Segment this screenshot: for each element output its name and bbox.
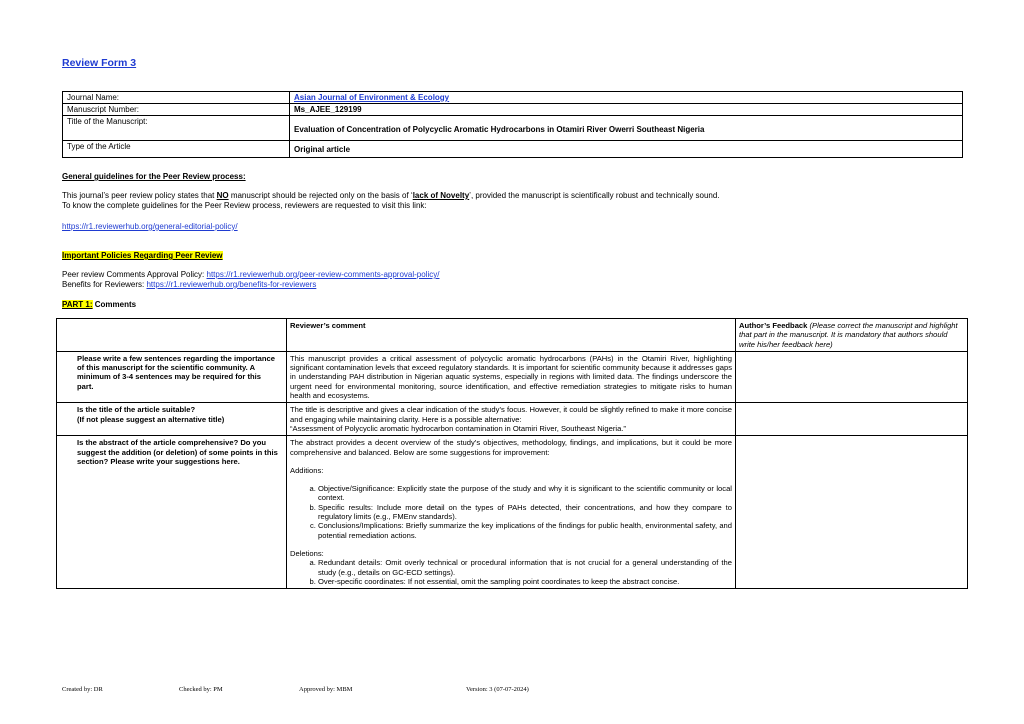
info-label: Title of the Manuscript: xyxy=(63,116,290,141)
approval-policy-link[interactable]: https://r1.reviewerhub.org/peer-review-comments-approval-policy/ xyxy=(206,270,440,279)
text-span: ’, provided the manuscript is scientifically robust and technically sound. xyxy=(469,191,720,200)
guidelines-paragraph-1 xyxy=(62,191,720,200)
list-item: b. Specific results: Include more detail on the types of PAHs detected, their concentrations, and how they compare to regulatory limits (e.g., FMEnv standards). xyxy=(318,503,732,522)
footer-version: Version: 3 (07-07-2024) xyxy=(466,686,529,693)
approval-policy-label: Peer review Comments Approval Policy: xyxy=(62,270,207,279)
info-label: Type of the Article xyxy=(63,141,290,158)
list-item: a. Objective/Significance: Explicitly state the purpose of the study and why it is significant to the scientific community or local context. xyxy=(318,484,732,503)
text-span: This journal’s peer review policy states that xyxy=(62,191,217,200)
info-row-article-type xyxy=(63,141,963,158)
comments-header-row xyxy=(57,319,968,352)
form-title-link[interactable]: Review Form 3 xyxy=(62,57,137,69)
additions-label: Additions: xyxy=(290,465,324,475)
reviewer-comment-title xyxy=(287,403,736,436)
author-feedback-cell[interactable] xyxy=(736,351,968,402)
question-title xyxy=(57,403,287,436)
header-author-italic: (Please correct the manuscript and highlight that part in the manuscript. It is mandatory that authors should write his/her feedback here) xyxy=(739,321,958,349)
info-value: Original article xyxy=(290,141,963,158)
approval-policy-line xyxy=(62,270,439,279)
list-item: a. Redundant details: Omit overly technical or procedural information that is not crucial for a general understanding of the study (e.g., details on GC-ECD settings). xyxy=(318,558,732,577)
comment-line: “Assessment of Polycyclic aromatic hydrocarbon contamination in Otamiri River, Southeast Nigeria.” xyxy=(290,423,626,433)
info-value xyxy=(290,92,963,104)
emphasis-no: NO xyxy=(216,191,229,200)
comments-table xyxy=(56,318,968,589)
author-feedback-cell[interactable] xyxy=(736,403,968,436)
reviewer-comment-importance: This manuscript provides a critical assessment of polycyclic aromatic hydrocarbons (PAHs) in the Otamiri River, highlighting significant contamination levels that exceed regulatory standards. It is important for scientific community because it addresses gaps in understanding PAH distribution in Nigerian aquatic systems, especially in regions with limited data. The findings underscore the urgent need for environmental monitoring, source identification, and effective remediation strategies to mitigate risks to human health and ecosystems. xyxy=(287,351,736,402)
list-item: c. Conclusions/Implications: Briefly summarize the key implications of the findings for public health, environmental safety, and potential remediation actions. xyxy=(318,521,732,540)
header-author-feedback xyxy=(736,319,968,352)
comment-row-importance xyxy=(57,351,968,402)
part-1-heading xyxy=(62,300,136,309)
guidelines-heading: General guidelines for the Peer Review process: xyxy=(62,172,246,181)
question-abstract: Is the abstract of the article comprehensive? Do you suggest the addition (or deletion) of some points in this section? Please write your suggestions here. xyxy=(57,436,287,589)
journal-link[interactable]: Asian Journal of Environment & Ecology xyxy=(294,93,450,102)
benefits-label: Benefits for Reviewers: xyxy=(62,280,147,289)
policies-heading: Important Policies Regarding Peer Review xyxy=(62,251,223,260)
info-label: Journal Name: xyxy=(63,92,290,104)
benefits-link[interactable]: https://r1.reviewerhub.org/benefits-for-reviewers xyxy=(146,280,317,289)
deletions-label: Deletions: xyxy=(290,548,324,558)
info-row-manuscript-number xyxy=(63,104,963,116)
header-reviewer-comment: Reviewer’s comment xyxy=(287,319,736,352)
question-line: (If not please suggest an alternative title) xyxy=(77,414,225,424)
part-label: PART 1: xyxy=(62,300,93,309)
form-title xyxy=(62,57,136,69)
part-title: Comments xyxy=(92,300,137,309)
additions-list xyxy=(290,484,732,540)
guidelines-link-line xyxy=(62,222,238,231)
abstract-intro: The abstract provides a decent overview of the study’s objectives, methodology, findings, and implications, but it could be more comprehensive and balanced. Below are some suggestions for improvement: xyxy=(290,438,732,457)
info-row-journal xyxy=(63,92,963,104)
comment-line: The title is descriptive and gives a clear indication of the study’s focus. However, it could be slightly refined to make it more concise and engaging while maintaining clarity. Here is a possible alternative: xyxy=(290,405,732,424)
author-feedback-cell[interactable] xyxy=(736,436,968,589)
question-importance: Please write a few sentences regarding the importance of this manuscript for the scientific community. A minimum of 3-4 sentences may be required for this part. xyxy=(57,351,287,402)
footer-approved: Approved by: MBM xyxy=(299,686,353,693)
deletions-list xyxy=(290,558,732,586)
editorial-policy-link[interactable]: https://r1.reviewerhub.org/general-editorial-policy/ xyxy=(62,222,238,231)
info-label: Manuscript Number: xyxy=(63,104,290,116)
header-author-bold: Author’s Feedback xyxy=(739,321,808,330)
info-value: Evaluation of Concentration of Polycyclic Aromatic Hydrocarbons in Otamiri River Owerri Southeast Nigeria xyxy=(290,116,963,141)
text-span: manuscript should be rejected only on the basis of ‘ xyxy=(228,191,413,200)
footer-checked: Checked by: PM xyxy=(179,686,223,693)
guidelines-paragraph-2: To know the complete guidelines for the Peer Review process, reviewers are requested to visit this link: xyxy=(62,201,427,210)
benefits-line xyxy=(62,280,316,289)
list-item: b. Over-specific coordinates: If not essential, omit the sampling point coordinates to keep the abstract concise. xyxy=(318,577,732,586)
info-row-title xyxy=(63,116,963,141)
manuscript-info-table xyxy=(62,91,963,158)
emphasis-novelty: lack of Novelty xyxy=(412,191,470,200)
question-line: Is the title of the article suitable? xyxy=(77,405,196,415)
footer-created: Created by: DR xyxy=(62,686,103,693)
comment-row-abstract xyxy=(57,436,968,589)
header-empty-cell xyxy=(57,319,287,352)
comment-row-title xyxy=(57,403,968,436)
reviewer-comment-abstract xyxy=(287,436,736,589)
info-value: Ms_AJEE_129199 xyxy=(290,104,963,116)
